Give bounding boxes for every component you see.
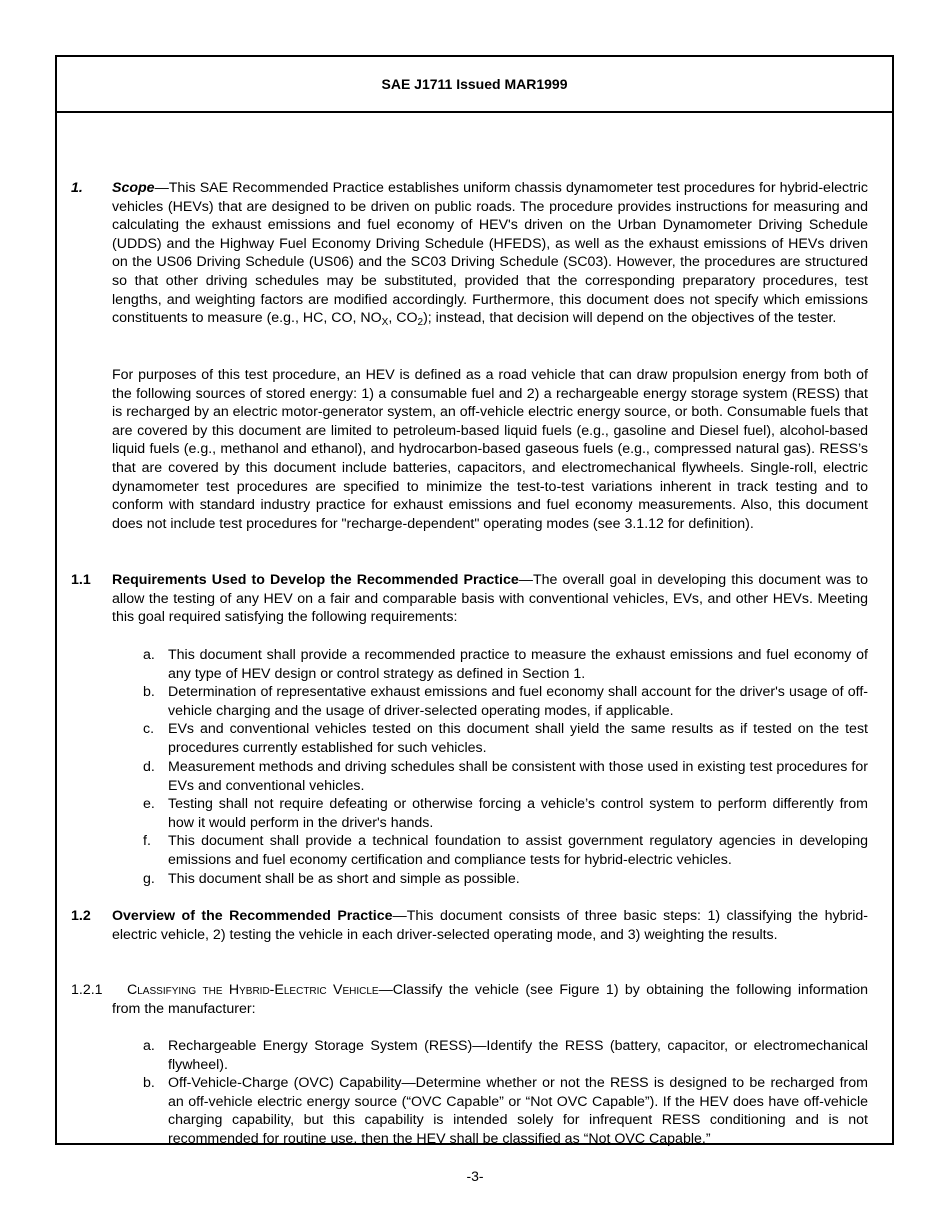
list-item-label: a.	[143, 1038, 155, 1054]
list-item: Rechargeable Energy Storage System (RESS)—Identify the RESS (battery, capacitor, or electromechanical flywheel).	[168, 1038, 868, 1073]
section-1-2-1-number: 1.2.1	[71, 982, 103, 998]
document-title: SAE J1711 Issued MAR1999	[381, 76, 568, 92]
list-item-label: b.	[143, 684, 155, 700]
list-item: Determination of representative exhaust emissions and fuel economy shall account for the driver's usage of off-vehicle charging and the usage of driver-selected operating modes, if applicable.	[168, 684, 868, 719]
list-item: Off-Vehicle-Charge (OVC) Capability—Determine whether or not the RESS is designed to be recharged from an off-vehicle electric energy source (“OVC Capable” or “Not OVC Capable”). If the HEV does have off-vehicle charging capability, but this capability is intended solely for infrequent RESS conditioning and is not recommended for routine use, then the HEV shall be classified as “Not OVC Capable.”	[168, 1075, 868, 1147]
list-item: EVs and conventional vehicles tested on this document shall yield the same results as if tested on the test procedures currently established for such vehicles.	[168, 721, 868, 756]
section-1-text-c: ); instead, that decision will depend on the objectives of the tester.	[423, 310, 837, 327]
section-1-2-title: Overview of the Recommended Practice	[112, 908, 393, 924]
section-1-2-1-title: Classifying the Hybrid-Electric Vehicle	[127, 982, 379, 998]
section-1-1-paragraph	[112, 571, 868, 627]
document-frame	[55, 55, 894, 1145]
list-item-label: b.	[143, 1075, 155, 1091]
section-1-2-text: —This document consists of three basic steps: 1) classifying the hybrid-electric vehicle, 2) testing the vehicle in each driver-selected operating mode, and 3) weighting the results.	[112, 908, 868, 943]
header-box	[57, 57, 892, 113]
list-item-label: e.	[143, 796, 155, 812]
section-1-text-a: —This SAE Recommended Practice establishes uniform chassis dynamometer test procedures for hybrid-electric vehicles (HEVs) that are designed to be driven on public roads. The procedure provides instructions for measuring and calculating the exhaust emissions and fuel economy of HEV's driven on the Urban Dynamometer Driving Schedule (UDDS) and the Highway Fuel Economy Driving Schedule (HFEDS), as well as the exhaust emissions of HEVs driven on the US06 Driving Schedule (US06) and the SC03 Driving Schedule (SC03). However, the procedures are structured so that other driving schedules may be substituted, provided that the corresponding preparatory procedures, test lengths, and weighting factors are modified accordingly. Furthermore, this document does not specify which emissions constituents to measure (e.g., HC, CO, NO	[112, 180, 868, 327]
section-1-2-1-text: —Classify the vehicle (see Figure 1) by obtaining the following information from the manufacturer:	[112, 982, 869, 1017]
section-1-definition-paragraph: For purposes of this test procedure, an HEV is defined as a road vehicle that can draw propulsion energy from both of the following sources of stored energy: 1) a consumable fuel and 2) a rechargeable energy storage system (RESS) that is recharged by an electric motor-generator system, an off-vehicle electric energy source, or both. Consumable fuels that are covered by this document are limited to petroleum-based liquid fuels (e.g., gasoline and Diesel fuel), alcohol-based liquid fuels (e.g., methanol and ethanol), and hydrocarbon-based gaseous fuels (e.g., compressed natural gas). RESS’s that are covered by this document include batteries, capacitors, and electromechanical flywheels. Single-roll, electric dynamometer test procedures are specified to minimize the test-to-test variations inherent in track testing and to conform with standard industry practice for exhaust emissions and fuel economy measurements. Also, this document does not include test procedures for "recharge-dependent" operating modes (see 3.1.12 for definition).	[112, 367, 868, 532]
section-1-title: Scope	[112, 180, 155, 196]
section-1-sub-2: 2	[417, 317, 424, 329]
list-item-label: f.	[143, 833, 151, 849]
list-item: This document shall be as short and simple as possible.	[168, 871, 520, 887]
list-item: Testing shall not require defeating or otherwise forcing a vehicle’s control system to perform differently from how it would perform in the driver's hands.	[168, 796, 868, 831]
section-1-1-number: 1.1	[71, 572, 91, 588]
section-1-scope-paragraph	[112, 179, 868, 328]
section-1-number: 1.	[71, 180, 83, 196]
list-item: This document shall provide a technical foundation to assist government regulatory agencies in developing emissions and fuel economy certification and compliance tests for hybrid-electric vehicles.	[168, 833, 868, 868]
section-1-text-b: , CO	[388, 310, 418, 327]
section-1-2-paragraph	[112, 907, 868, 944]
section-1-1-text: —The overall goal in developing this document was to allow the testing of any HEV on a fair and comparable basis with conventional vehicles, EVs, and other HEVs. Meeting this goal required satisfying the following requirements:	[112, 572, 869, 626]
list-item-label: d.	[143, 759, 155, 775]
list-item-label: g.	[143, 871, 155, 887]
page-number: -3-	[466, 1168, 484, 1184]
section-1-1-title: Requirements Used to Develop the Recommended Practice	[112, 572, 519, 588]
list-item: Measurement methods and driving schedules shall be consistent with those used in existing test procedures for EVs and conventional vehicles.	[168, 759, 868, 794]
section-1-2-number: 1.2	[71, 908, 91, 924]
section-1-2-1-paragraph	[112, 981, 868, 1018]
section-1-sub-x: X	[381, 317, 389, 329]
list-item-label: a.	[143, 647, 155, 663]
list-item-label: c.	[143, 721, 155, 737]
list-item: This document shall provide a recommended practice to measure the exhaust emissions and fuel economy of any type of HEV design or control strategy as defined in Section 1.	[168, 647, 868, 682]
document-body	[57, 113, 892, 1147]
